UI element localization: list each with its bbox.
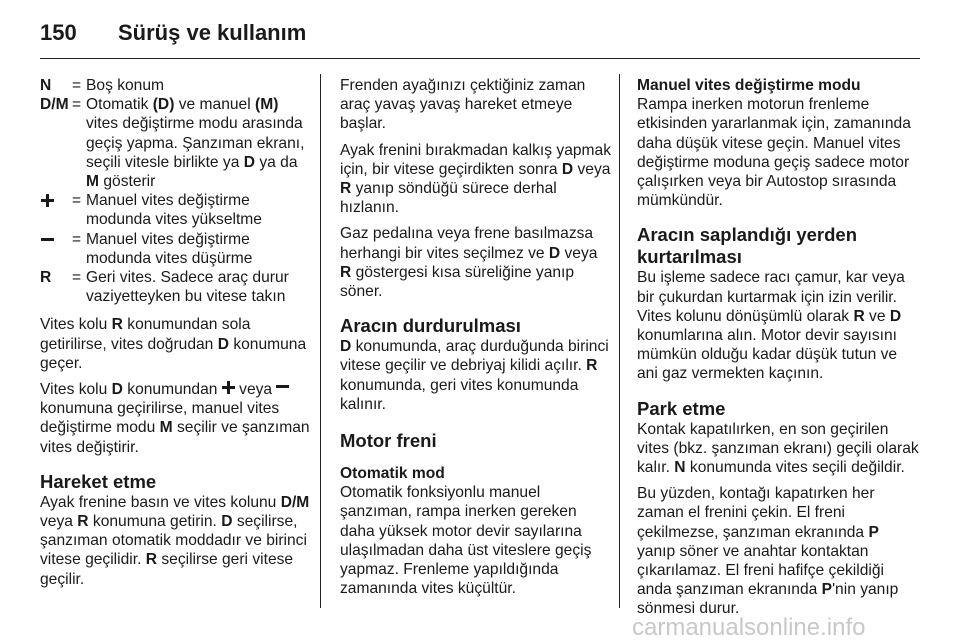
column-right bbox=[637, 76, 920, 626]
paragraph: Gaz pedalına veya frene basılmazsa herhangi bir vites seçilmez ve D veya R göstergesi kısa süreliğine yanıp söner. bbox=[340, 225, 598, 301]
paragraph: Ayak frenine basın ve vites kolunu D/M veya R konumuna getirin. D seçilirse, şanzıman otomatik moddadır ve birinci vitese geçilidir. R seçilirse geri vitese geçilir. bbox=[40, 493, 310, 588]
legend-key bbox=[40, 230, 72, 268]
legend-row-minus bbox=[40, 230, 312, 268]
page-title: Sürüş ve kullanım bbox=[118, 20, 307, 45]
legend-key: R bbox=[40, 269, 52, 287]
section-heading: Aracın saplandığı yerden kurtarılması bbox=[637, 224, 858, 268]
minus-icon bbox=[276, 381, 289, 394]
legend-eq: = bbox=[72, 269, 82, 287]
paragraph: Vites kolu D konumundan veya konumuna geçirilirse, manuel vites değiştirme modu M seçilir ve şanzıman vites değiştirir. bbox=[40, 381, 310, 456]
paragraph: D konumunda, araç durduğunda birinci vitese geçilir ve debriyaj kilidi açılır. R konumunda, geri vites konumunda kalınır. bbox=[340, 338, 609, 413]
page-header bbox=[40, 12, 920, 56]
legend-eq: = bbox=[72, 77, 82, 94]
section-heading: Park etme bbox=[637, 397, 726, 419]
minus-icon bbox=[41, 234, 54, 247]
section-heading: Aracın durdurulması bbox=[340, 315, 521, 337]
legend-text: Boş konum bbox=[86, 77, 165, 94]
legend-text: Geri vites. Sadece araç durur vaziyetteyken bu vitese takın bbox=[86, 269, 289, 306]
plus-icon bbox=[222, 381, 235, 394]
plus-icon bbox=[41, 194, 54, 207]
paragraph: Kontak kapatılırken, en son geçirilen vites (bkz. şanzıman ekranı) geçili olarak kalır. N konumunda vites seçili değildir. bbox=[637, 420, 919, 477]
watermark: carmanualsonline.info bbox=[632, 614, 866, 641]
legend-text: Manuel vites değiştirme modunda vites düşürme bbox=[86, 230, 253, 267]
paragraph: Vites kolu R konumundan sola getirilirse, vites doğrudan D konumuna geçer. bbox=[40, 316, 307, 372]
legend-text: Manuel vites değiştirme modunda vites yükseltme bbox=[86, 192, 262, 229]
section-heading: Hareket etme bbox=[40, 470, 157, 492]
column-divider bbox=[619, 74, 620, 608]
paragraph: Bu yüzden, kontağı kapatırken her zaman el frenini çekin. El freni çekilmezse, şanzıman ekranında P yanıp söner ve anahtar kontaktan çıkarılamaz. El freni hafifçe çekildiği anda şanzıman ekranında P'nin yanıp sönmesi durur. bbox=[637, 485, 899, 618]
legend-key: D/M bbox=[40, 96, 69, 114]
paragraph: Otomatik fonksiyonlu manuel şanzıman, rampa inerken gereken daha yüksek motor devir sayılarına ulaşılmadan daha üst viteslere geçiş yapmaz. Frenleme yapıldığında zamanında vites küçültür. bbox=[340, 484, 592, 598]
subsection-heading: Manuel vites değiştirme modu bbox=[637, 77, 861, 94]
legend-key bbox=[40, 191, 72, 229]
column-middle bbox=[340, 76, 612, 605]
legend-text: Otomatik (D) ve manuel (M) vites değiştirme modu arasında geçiş yapma. Şanzıman ekranı, seçili vitesle birlikte ya D ya da M gösterir bbox=[86, 96, 305, 191]
legend-row-r bbox=[40, 268, 312, 306]
legend-row-n bbox=[40, 76, 312, 95]
subsection-heading: Otomatik mod bbox=[340, 465, 445, 483]
legend-eq: = bbox=[72, 96, 82, 114]
paragraph: Rampa inerken motorun frenleme etkisinden yararlanmak için, zamanında daha düşük vitese geçin. Manuel vites değiştirme moduna geçiş sadece motor çalışırken veya bir Autostop sırasında mümkündür. bbox=[637, 96, 911, 210]
page-number: 150 bbox=[40, 20, 77, 45]
legend-key: N bbox=[40, 77, 52, 94]
legend-row-plus bbox=[40, 191, 312, 229]
column-left bbox=[40, 76, 312, 596]
header-rule bbox=[40, 58, 920, 59]
paragraph: Frenden ayağınızı çektiğiniz zaman araç yavaş yavaş hareket etmeye başlar. bbox=[340, 77, 586, 133]
legend-eq: = bbox=[72, 230, 82, 248]
gear-legend bbox=[40, 76, 312, 306]
legend-eq: = bbox=[72, 192, 82, 210]
section-heading: Motor freni bbox=[340, 430, 437, 452]
paragraph: Bu işleme sadece racı çamur, kar veya bir çukurdan kurtarmak için izin verilir. Vites kolunu dönüşümlü olarak R ve D konumlarına alın. Motor devir sayısını mümkün olduğu kadar düşük tutun ve ani gaz vermekten kaçının. bbox=[637, 269, 905, 383]
column-divider bbox=[320, 74, 321, 608]
legend-row-dm bbox=[40, 95, 312, 191]
paragraph: Ayak frenini bırakmadan kalkış yapmak için, bir vitese geçirdikten sonra D veya R yanıp söndüğü sürece derhal hızlanın. bbox=[340, 141, 611, 217]
